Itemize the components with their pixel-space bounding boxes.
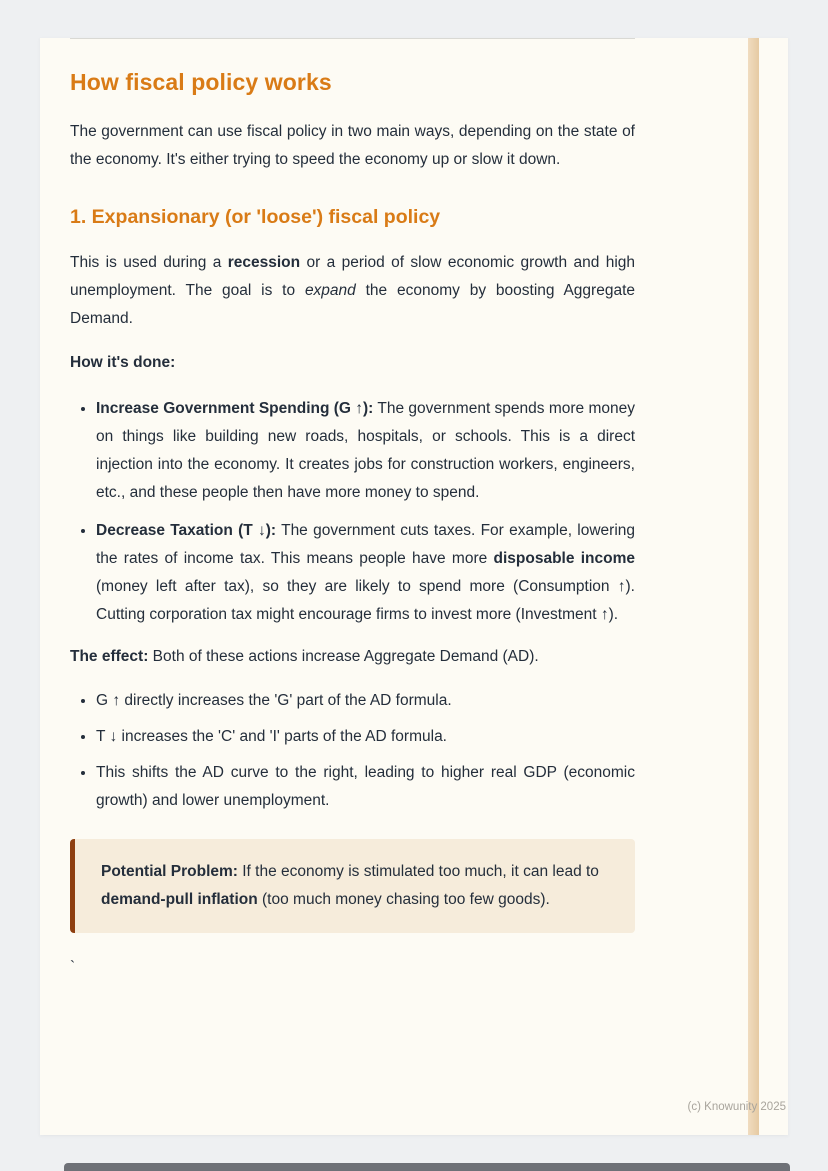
copyright-watermark: (c) Knowunity 2025: [687, 1101, 786, 1113]
section-intro-paragraph: This is used during a recession or a period of slow economic growth and high unemployment. The goal is to expand the economy by boosting Aggregate Demand.: [70, 254, 635, 327]
list-item-ad-shift: • This shifts the AD curve to the right, leading to higher real GDP (economic growth) and lower unemployment.: [96, 759, 635, 815]
list-item-increase-spending: • Increase Government Spending (G ↑): The government spends more money on things like building new roads, hospitals, or schools. This is a direct injection into the economy. It creates jobs for construction workers, engineers, etc., and these people then have more money to spend.: [96, 395, 635, 507]
page-title: How fiscal policy works: [70, 69, 332, 95]
effect-paragraph: The effect: Both of these actions increase Aggregate Demand (AD).: [70, 648, 539, 665]
top-divider: [70, 38, 635, 39]
binding-stripe: [748, 38, 759, 1135]
actions-list: [70, 395, 635, 629]
section-heading: 1. Expansionary (or 'loose') fiscal policy: [70, 206, 441, 228]
callout-text: Potential Problem: If the economy is stimulated too much, it can lead to demand-pull inflation (too much money chasing too few goods).: [101, 863, 599, 908]
stray-backtick: `: [70, 959, 76, 976]
next-page-edge: [64, 1163, 790, 1171]
list-item-g-up: • G ↑ directly increases the 'G' part of the AD formula.: [96, 687, 635, 715]
list-item-t-down: • T ↓ increases the 'C' and 'I' parts of the AD formula.: [96, 723, 635, 751]
note-card: [40, 38, 788, 1135]
note-content: [70, 38, 635, 977]
how-its-done-label: How it's done:: [70, 354, 176, 371]
effects-list: [70, 687, 635, 815]
warning-callout: [70, 839, 635, 933]
list-item-decrease-taxation: • Decrease Taxation (T ↓): The government cuts taxes. For example, lowering the rates of income tax. This means people have more disposable income (money left after tax), so they are likely to spend more (Consumption ↑). Cutting corporation tax might encourage firms to invest more (Investment ↑).: [96, 517, 635, 629]
intro-paragraph: The government can use fiscal policy in two main ways, depending on the state of the economy. It's either trying to speed the economy up or slow it down.: [70, 123, 635, 168]
